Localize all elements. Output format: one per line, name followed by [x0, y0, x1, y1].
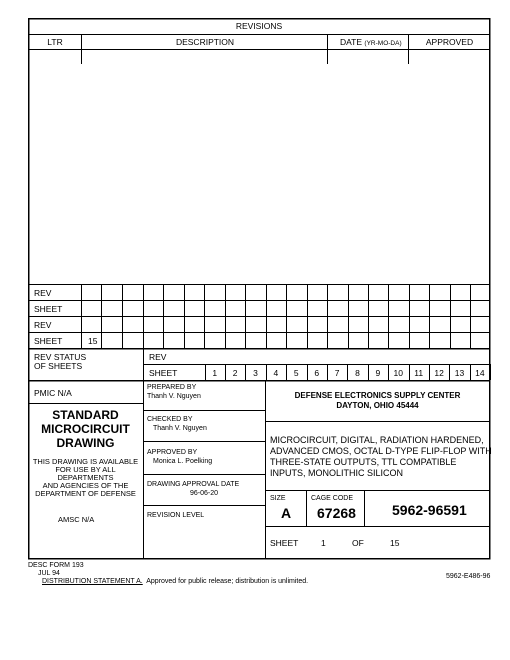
sheet-number-cell: 7	[334, 368, 340, 378]
ltr-header: LTR	[47, 37, 63, 47]
drawing-title-line-3: THREE-STATE OUTPUTS, TTL COMPATIBLE	[270, 457, 457, 467]
standard-title: STANDARD	[52, 408, 119, 422]
sheet-number-cell: 14	[475, 368, 485, 378]
rev-status-label: REV STATUS	[34, 352, 87, 362]
sheet-number-cell: 3	[253, 368, 258, 378]
availability-line-4: AND AGENCIES OF THE	[42, 481, 129, 490]
rev-row-1-label: REV	[34, 288, 52, 298]
availability-line-1: THIS DRAWING IS AVAILABLE	[32, 457, 139, 466]
prepared-by-name: Thanh V. Nguyen	[147, 393, 201, 400]
form-number: DESC FORM 193	[28, 562, 84, 569]
sheet-total: 15	[390, 538, 400, 548]
date-header	[340, 38, 402, 48]
distribution-text: Approved for public release; distribution is unlimited.	[142, 578, 309, 585]
agency-location: DAYTON, OHIO 45444	[336, 401, 419, 410]
distribution-label: DISTRIBUTION STATEMENT A.	[42, 578, 143, 585]
of-sheets-label: OF SHEETS	[34, 361, 83, 371]
sheet-number-cell: 5	[293, 368, 299, 378]
agency-name: DEFENSE ELECTRONICS SUPPLY CENTER	[294, 391, 461, 400]
availability-line-2: FOR USE BY ALL	[55, 465, 116, 474]
approved-by-label: APPROVED BY	[147, 449, 198, 456]
sheet-label: SHEET	[270, 538, 299, 548]
cage-code-value: 67268	[317, 505, 356, 521]
sheet-number-cell: 6	[314, 368, 320, 378]
drawing-title-line-1: MICROCIRCUIT, DIGITAL, RADIATION HARDENED,	[270, 435, 484, 445]
drawing-title: DRAWING	[56, 436, 115, 450]
drawing-title-line-2: ADVANCED CMOS, OCTAL D-TYPE FLIP-FLOP WITH	[270, 446, 492, 456]
approval-date-value: 96-06-20	[190, 490, 219, 497]
revisions-title: REVISIONS	[235, 21, 283, 31]
approved-header: APPROVED	[425, 37, 474, 47]
size-label: SIZE	[270, 495, 286, 502]
cage-code-label: CAGE CODE	[311, 495, 354, 502]
sheet-number-cell: 9	[375, 368, 381, 378]
sheet-number-cell: 4	[273, 368, 279, 378]
sheet-number-cell: 10	[393, 368, 404, 378]
sheet-row-1-label: SHEET	[34, 304, 63, 314]
distribution-statement	[42, 578, 308, 585]
sheet-number-cell: 2	[232, 368, 238, 378]
availability-line-5: DEPARTMENT OF DEFENSE	[35, 489, 136, 498]
sheet-row-2-value: 15	[88, 336, 98, 346]
drawing-title-line-4: INPUTS, MONOLITHIC SILICON	[270, 468, 404, 478]
rev-status-sheet-label: SHEET	[149, 368, 178, 378]
sheet-number: 1	[321, 538, 326, 548]
approval-date-label: DRAWING APPROVAL DATE	[147, 481, 240, 488]
approved-by-name: Monica L. Poelking	[153, 458, 213, 465]
form-date: JUL 94	[38, 570, 60, 577]
sheet-number-cell: 8	[355, 368, 360, 378]
amsc-label: AMSC N/A	[58, 515, 95, 524]
revision-level-label: REVISION LEVEL	[147, 512, 205, 519]
date-header-label: DATE	[340, 37, 363, 47]
sheet-number-cell: 1	[212, 368, 218, 378]
availability-line-3: DEPARTMENTS	[57, 473, 114, 482]
date-format-label: (YR-MO-DA)	[364, 40, 402, 47]
document-code: 5962-E486-96	[446, 573, 491, 580]
rev-row-2-label: REV	[34, 320, 52, 330]
pmic-label: PMIC N/A	[34, 388, 72, 398]
drawing-number: 5962-96591	[392, 502, 467, 518]
size-value: A	[281, 505, 292, 521]
sheet-row-2-label: SHEET	[34, 336, 63, 346]
of-label: OF	[352, 538, 364, 548]
microcircuit-title: MICROCIRCUIT	[41, 422, 130, 436]
prepared-by-label: PREPARED BY	[147, 384, 197, 391]
rev-status-rev-label: REV	[149, 352, 167, 362]
checked-by-label: CHECKED BY	[147, 416, 193, 423]
sheet-number-cell: 13	[454, 368, 465, 378]
description-header: DESCRIPTION	[175, 37, 235, 47]
checked-by-name: Thanh V. Nguyen	[153, 425, 207, 432]
sheet-number-cell: 12	[434, 368, 444, 378]
sheet-number-cell: 11	[414, 368, 424, 378]
